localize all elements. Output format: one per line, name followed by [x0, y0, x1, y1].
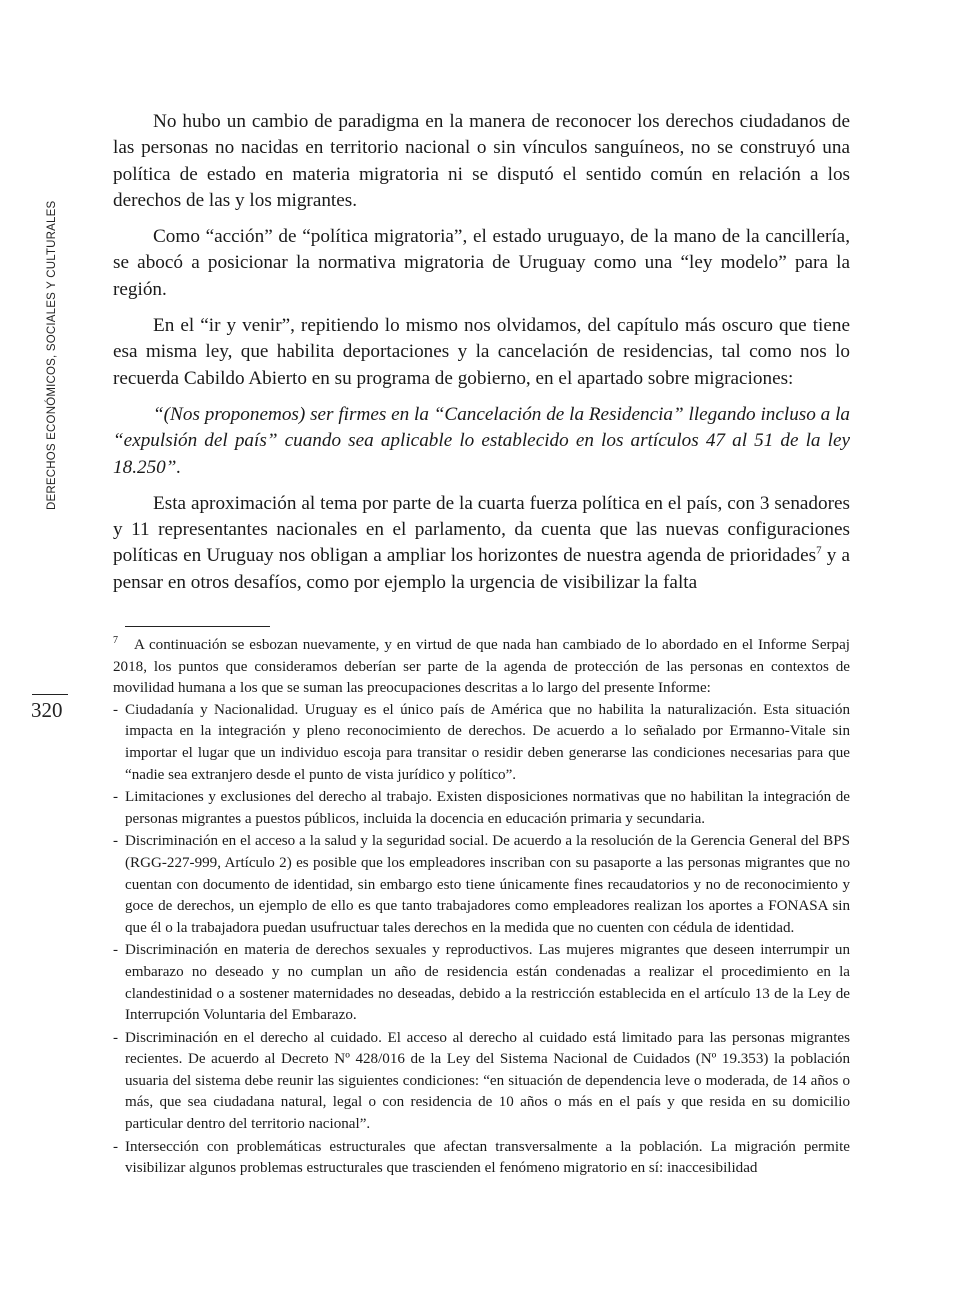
footnote-reference: 7 [816, 545, 822, 558]
list-dash: - [113, 1029, 119, 1046]
footnote-list-item [113, 700, 850, 786]
footnote-item-text: Intersección con problemáticas estructurales que afectan transversalmente a la población. La migración permite visibilizar algunos problemas estructurales que trascienden el fenómeno migratorio en sí: inaccesibilidad [125, 1138, 850, 1177]
footnote-list-item [113, 831, 850, 939]
body-paragraph [113, 491, 850, 596]
page-number: 320 [31, 698, 63, 722]
list-dash: - [113, 789, 119, 806]
footnote-item-text: Limitaciones y exclusiones del derecho al trabajo. Existen disposiciones normativas que no habilitan la integración de personas migrantes a puestos públicos, incluida la docencia en educación primaria y secundaria. [125, 789, 850, 827]
footnote-intro [113, 635, 850, 700]
list-dash: - [113, 833, 119, 850]
footnote-item-text: Ciudadanía y Nacionalidad. Uruguay es el único país de América que no habilita la naturalización. Esta situación impacta en la integración y pleno reconocimiento de derechos. De acuerdo a lo señalado por Ermanno-Vitale sin importar el lugar que un individuo escoja para transitar o residir deben generarse las condiciones necesarias para que “nadie sea extranjero desde el punto de vista jurídico y político”. [125, 701, 850, 783]
running-header-vertical: DERECHOS ECONÓMICOS, SOCIALES Y CULTURALES [46, 200, 58, 510]
footnote-separator [125, 626, 270, 627]
footnote-number: 7 [113, 634, 118, 646]
footnotes [113, 635, 850, 1181]
footnote-list-item [113, 1137, 850, 1180]
body-paragraph: No hubo un cambio de paradigma en la manera de reconocer los derechos ciudadanos de las personas no nacidas en territorio nacional o sin vínculos sanguíneos, no se construyó una política de estado en materia migratoria ni se disputó el sentido común en relación a los derechos de las y los migrantes. [113, 111, 850, 211]
footnote-list-item [113, 940, 850, 1026]
paragraph-text: y a pensar en otros desafíos, como por ejemplo la urgencia de visibilizar la falta [113, 545, 850, 593]
list-dash: - [113, 942, 119, 959]
page-number-rule [32, 694, 68, 695]
body-paragraph: En el “ir y venir”, repitiendo lo mismo nos olvidamos, del capítulo más oscuro que tiene esa misma ley, que habilita deportaciones y la cancelación de residencias, tal como nos lo recuerda Cabildo Abierto en su programa de gobierno, en el apartado sobre migraciones: [113, 315, 850, 389]
footnote-item-text: Discriminación en el derecho al cuidado. El acceso al derecho al cuidado está limitado para las personas migrantes recientes. De acuerdo al Decreto Nº 428/016 de la Ley del Sistema Nacional de Cuidados (Nº 19.353) la población usuaria del sistema debe reunir las siguientes condiciones: “en situación de dependencia leve o moderada, de 14 años o más, que sea ciudadana natural, legal o con residencia de 10 años o más en el país y que resida en su domicilio particular dentro del territorio nacional”. [125, 1029, 850, 1133]
list-dash: - [113, 1138, 119, 1155]
list-dash: - [113, 701, 119, 718]
footnote-item-text: Discriminación en el acceso a la salud y la seguridad social. De acuerdo a la resolución de la Gerencia General del BPS (RGG-227-999, Artículo 2) es posible que los empleadores inscriban con su pasaporte a las personas migrantes que no cuentan con documento de identidad, sin embargo esto tiene únicamente fines recaudatorios y no de reconocimiento y goce de derechos, un ejemplo de ello es que tanto trabajadores como empleadores realizan los aportes a FONASA sin que él o la trabajadora puedan usufructuar tales derechos en la medida que no cuenten con cédula de identidad. [125, 833, 850, 936]
quoted-paragraph: “(Nos proponemos) ser firmes en la “Cancelación de la Residencia” llegando incluso a la “expulsión del país” cuando sea aplicable lo establecido en los artículos 47 al 51 de la ley 18.250”. [113, 403, 850, 478]
footnote-list-item [113, 787, 850, 830]
footnote-list [113, 700, 850, 1180]
footnote-list-item [113, 1028, 850, 1136]
footnote-item-text: Discriminación en materia de derechos sexuales y reproductivos. Las mujeres migrantes que deseen interrumpir un embarazo no deseado y no cumplan un año de residencia están condenadas a realizar el procedimiento en la clandestinidad o a sostener maternidades no deseadas, debido a la restricción establecida en el artículo 13 de la Ley de Interrupción Voluntaria del Embarazo. [125, 942, 850, 1024]
footnote-intro-text: A continuación se esbozan nuevamente, y en virtud de que nada han cambiado de lo abordado en el Informe Serpaj 2018, los puntos que consideramos deberían ser parte de la agenda de protección de las personas en contextos de movilidad humana a los que se suman las preocupaciones descritas a lo largo del presente Informe: [113, 637, 850, 697]
body-paragraph: Como “acción” de “política migratoria”, el estado uruguayo, de la mano de la cancillería, se abocó a posicionar la normativa migratoria de Uruguay como una “ley modelo” para la región. [113, 226, 850, 300]
paragraph-text: Esta aproximación al tema por parte de la cuarta fuerza política en el país, con 3 senadores y 11 representantes nacionales en el parlamento, da cuenta que las nuevas configuraciones políticas en Uruguay nos obligan a ampliar los horizontes de nuestra agenda de prioridades [113, 492, 850, 567]
main-body [113, 109, 850, 606]
